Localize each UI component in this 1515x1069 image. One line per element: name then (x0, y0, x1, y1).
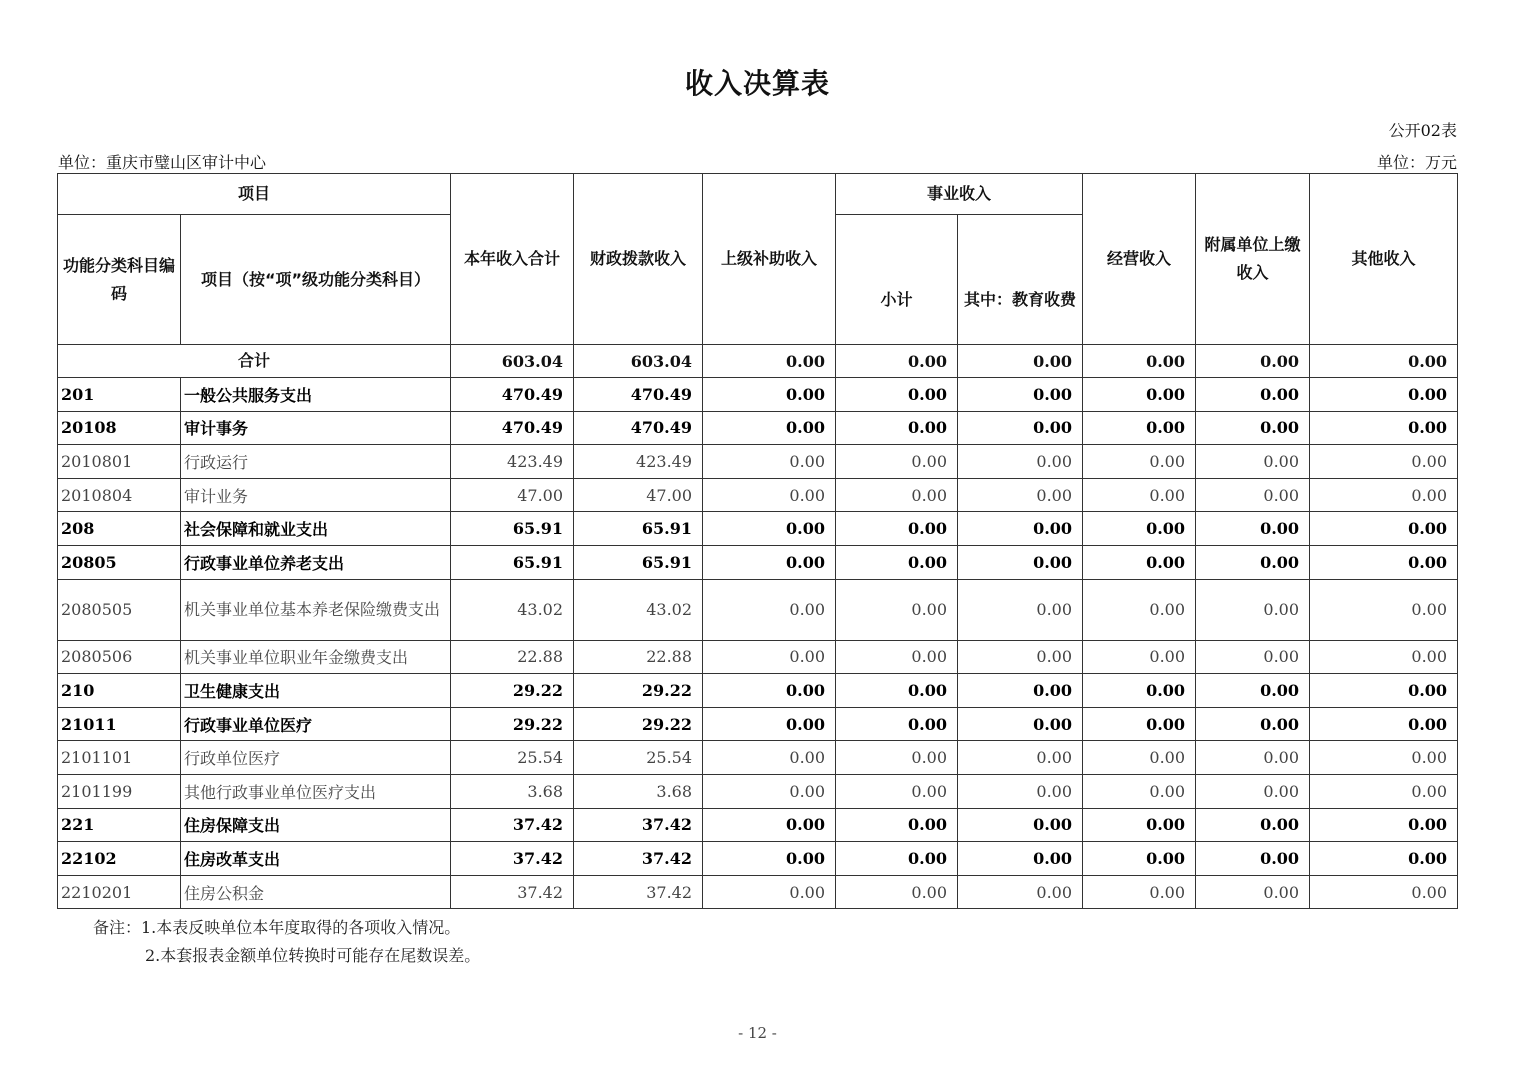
header-total: 本年收入合计 (451, 174, 574, 345)
total-label: 合计 (58, 345, 451, 378)
row-value: 29.22 (451, 707, 574, 741)
row-value: 0.00 (1196, 512, 1310, 546)
row-value: 0.00 (958, 545, 1083, 579)
row-code: 221 (58, 808, 181, 842)
row-value: 0.00 (1310, 478, 1458, 512)
row-value: 65.91 (451, 545, 574, 579)
table-row (58, 707, 1458, 741)
row-name: 其他行政事业单位医疗支出 (181, 774, 451, 808)
row-name: 审计事务 (181, 411, 451, 445)
row-value: 0.00 (836, 512, 958, 546)
row-value: 0.00 (1310, 674, 1458, 708)
row-value: 0.00 (1310, 808, 1458, 842)
row-value: 65.91 (451, 512, 574, 546)
row-value: 0.00 (1196, 707, 1310, 741)
header-other: 其他收入 (1310, 174, 1458, 345)
row-value: 37.42 (451, 842, 574, 876)
currency-unit: 单位：万元 (1376, 153, 1457, 172)
table-row (58, 640, 1458, 674)
header-item-name: 项目（按“项”级功能分类科目） (181, 215, 451, 345)
row-value: 0.00 (958, 707, 1083, 741)
total-value: 603.04 (574, 345, 703, 378)
row-value: 0.00 (1083, 674, 1196, 708)
row-value: 0.00 (703, 808, 836, 842)
row-name: 行政事业单位养老支出 (181, 545, 451, 579)
row-value: 0.00 (1083, 378, 1196, 412)
row-value: 37.42 (574, 808, 703, 842)
note-2: 2.本套报表金额单位转换时可能存在尾数误差。 (145, 946, 481, 965)
row-value: 0.00 (1196, 741, 1310, 775)
table-row (58, 378, 1458, 412)
row-value: 0.00 (1310, 545, 1458, 579)
row-value: 0.00 (1083, 545, 1196, 579)
row-value: 0.00 (703, 411, 836, 445)
page-number: - 12 - (738, 1024, 777, 1042)
reporting-unit: 单位：重庆市璧山区审计中心 (58, 153, 267, 172)
row-code: 22102 (58, 842, 181, 876)
row-value: 0.00 (1310, 842, 1458, 876)
table-row (58, 774, 1458, 808)
row-value: 0.00 (1083, 512, 1196, 546)
table-row (58, 579, 1458, 640)
row-value: 0.00 (1083, 707, 1196, 741)
row-value: 65.91 (574, 512, 703, 546)
total-value: 0.00 (836, 345, 958, 378)
row-value: 423.49 (451, 445, 574, 479)
row-value: 0.00 (1083, 875, 1196, 909)
total-value: 0.00 (958, 345, 1083, 378)
row-value: 0.00 (1310, 741, 1458, 775)
row-value: 0.00 (1310, 579, 1458, 640)
row-code: 20805 (58, 545, 181, 579)
row-value: 470.49 (574, 411, 703, 445)
row-value: 0.00 (836, 842, 958, 876)
row-code: 2101101 (58, 741, 181, 775)
row-value: 0.00 (836, 411, 958, 445)
row-value: 0.00 (958, 674, 1083, 708)
row-value: 0.00 (958, 579, 1083, 640)
table-row (58, 674, 1458, 708)
total-value: 603.04 (451, 345, 574, 378)
row-value: 22.88 (574, 640, 703, 674)
row-value: 0.00 (1083, 842, 1196, 876)
row-value: 0.00 (703, 478, 836, 512)
row-value: 0.00 (836, 445, 958, 479)
row-value: 0.00 (958, 445, 1083, 479)
row-value: 0.00 (1310, 875, 1458, 909)
row-name: 住房公积金 (181, 875, 451, 909)
row-code: 21011 (58, 707, 181, 741)
row-value: 29.22 (574, 674, 703, 708)
row-code: 20108 (58, 411, 181, 445)
row-value: 0.00 (1310, 640, 1458, 674)
row-code: 2210201 (58, 875, 181, 909)
row-value: 0.00 (1196, 640, 1310, 674)
table-row (58, 875, 1458, 909)
row-value: 0.00 (1310, 707, 1458, 741)
row-code: 2010801 (58, 445, 181, 479)
row-value: 3.68 (451, 774, 574, 808)
row-value: 0.00 (836, 378, 958, 412)
row-name: 一般公共服务支出 (181, 378, 451, 412)
row-value: 3.68 (574, 774, 703, 808)
row-value: 0.00 (958, 808, 1083, 842)
row-value: 0.00 (1083, 411, 1196, 445)
row-value: 0.00 (1196, 545, 1310, 579)
row-value: 29.22 (451, 674, 574, 708)
row-name: 行政事业单位医疗 (181, 707, 451, 741)
row-value: 0.00 (836, 640, 958, 674)
row-value: 47.00 (574, 478, 703, 512)
row-name: 机关事业单位职业年金缴费支出 (181, 640, 451, 674)
row-value: 0.00 (836, 707, 958, 741)
row-value: 0.00 (958, 741, 1083, 775)
income-table (57, 173, 1458, 909)
table-row (58, 445, 1458, 479)
row-value: 0.00 (1196, 478, 1310, 512)
header-affiliated: 附属单位上缴收入 (1196, 174, 1310, 345)
row-value: 25.54 (451, 741, 574, 775)
header-education-fee: 其中：教育收费 (958, 215, 1083, 345)
row-name: 住房保障支出 (181, 808, 451, 842)
row-name: 审计业务 (181, 478, 451, 512)
row-value: 0.00 (703, 674, 836, 708)
row-value: 22.88 (451, 640, 574, 674)
row-value: 423.49 (574, 445, 703, 479)
row-value: 0.00 (1196, 808, 1310, 842)
row-name: 卫生健康支出 (181, 674, 451, 708)
row-value: 0.00 (836, 545, 958, 579)
row-value: 0.00 (958, 842, 1083, 876)
row-code: 210 (58, 674, 181, 708)
total-row (58, 345, 1458, 378)
row-name: 机关事业单位基本养老保险缴费支出 (181, 579, 451, 640)
row-value: 0.00 (1310, 774, 1458, 808)
row-code: 2010804 (58, 478, 181, 512)
row-value: 25.54 (574, 741, 703, 775)
notes (93, 914, 480, 970)
row-value: 0.00 (1083, 808, 1196, 842)
row-value: 43.02 (451, 579, 574, 640)
row-value: 0.00 (836, 579, 958, 640)
row-code: 2080505 (58, 579, 181, 640)
table-row (58, 478, 1458, 512)
row-value: 0.00 (703, 445, 836, 479)
row-value: 0.00 (958, 774, 1083, 808)
row-value: 0.00 (703, 378, 836, 412)
row-code: 2080506 (58, 640, 181, 674)
row-value: 0.00 (958, 411, 1083, 445)
row-value: 65.91 (574, 545, 703, 579)
row-value: 0.00 (958, 875, 1083, 909)
header-project: 项目 (58, 174, 451, 215)
row-value: 0.00 (836, 774, 958, 808)
row-value: 470.49 (451, 411, 574, 445)
row-value: 47.00 (451, 478, 574, 512)
row-value: 0.00 (836, 741, 958, 775)
row-name: 行政单位医疗 (181, 741, 451, 775)
row-value: 37.42 (451, 808, 574, 842)
total-value: 0.00 (1310, 345, 1458, 378)
table-row (58, 842, 1458, 876)
row-value: 0.00 (1196, 411, 1310, 445)
total-value: 0.00 (1196, 345, 1310, 378)
header-business-income: 事业收入 (836, 174, 1083, 215)
row-value: 0.00 (1083, 579, 1196, 640)
row-value: 0.00 (1083, 774, 1196, 808)
row-value: 0.00 (1083, 640, 1196, 674)
row-value: 29.22 (574, 707, 703, 741)
row-value: 0.00 (1196, 579, 1310, 640)
row-value: 470.49 (574, 378, 703, 412)
row-value: 0.00 (1196, 774, 1310, 808)
row-value: 0.00 (1196, 875, 1310, 909)
row-value: 37.42 (574, 842, 703, 876)
row-value: 37.42 (451, 875, 574, 909)
row-value: 0.00 (836, 875, 958, 909)
row-value: 0.00 (1196, 674, 1310, 708)
row-code: 2101199 (58, 774, 181, 808)
row-value: 0.00 (958, 640, 1083, 674)
row-value: 0.00 (1310, 445, 1458, 479)
row-value: 0.00 (1083, 741, 1196, 775)
table-row (58, 808, 1458, 842)
table-row (58, 411, 1458, 445)
row-value: 43.02 (574, 579, 703, 640)
row-value: 0.00 (1310, 512, 1458, 546)
row-value: 0.00 (1310, 378, 1458, 412)
table-row (58, 741, 1458, 775)
row-value: 0.00 (1083, 445, 1196, 479)
row-value: 0.00 (1083, 478, 1196, 512)
row-name: 社会保障和就业支出 (181, 512, 451, 546)
row-value: 0.00 (958, 478, 1083, 512)
note-1: 备注：1.本表反映单位本年度取得的各项收入情况。 (93, 918, 461, 937)
row-name: 行政运行 (181, 445, 451, 479)
row-value: 0.00 (1196, 842, 1310, 876)
row-value: 0.00 (703, 875, 836, 909)
row-value: 0.00 (1196, 378, 1310, 412)
row-value: 0.00 (703, 741, 836, 775)
row-value: 0.00 (703, 545, 836, 579)
row-value: 0.00 (703, 512, 836, 546)
header-subtotal: 小计 (836, 215, 958, 345)
page-title: 收入决算表 (684, 67, 830, 100)
header-operating: 经营收入 (1083, 174, 1196, 345)
row-value: 37.42 (574, 875, 703, 909)
table-row (58, 512, 1458, 546)
row-value: 0.00 (703, 707, 836, 741)
row-value: 0.00 (703, 579, 836, 640)
row-value: 0.00 (836, 808, 958, 842)
row-value: 0.00 (836, 674, 958, 708)
row-value: 0.00 (703, 842, 836, 876)
row-value: 0.00 (1310, 411, 1458, 445)
form-number: 公开02表 (1388, 121, 1457, 140)
header-superior: 上级补助收入 (703, 174, 836, 345)
row-value: 0.00 (958, 512, 1083, 546)
row-value: 0.00 (836, 478, 958, 512)
table-row (58, 545, 1458, 579)
total-value: 0.00 (703, 345, 836, 378)
row-value: 0.00 (1196, 445, 1310, 479)
row-name: 住房改革支出 (181, 842, 451, 876)
header-fiscal: 财政拨款收入 (574, 174, 703, 345)
header-code: 功能分类科目编码 (58, 215, 181, 345)
row-value: 0.00 (703, 774, 836, 808)
row-code: 201 (58, 378, 181, 412)
row-code: 208 (58, 512, 181, 546)
total-value: 0.00 (1083, 345, 1196, 378)
row-value: 0.00 (703, 640, 836, 674)
row-value: 470.49 (451, 378, 574, 412)
row-value: 0.00 (958, 378, 1083, 412)
